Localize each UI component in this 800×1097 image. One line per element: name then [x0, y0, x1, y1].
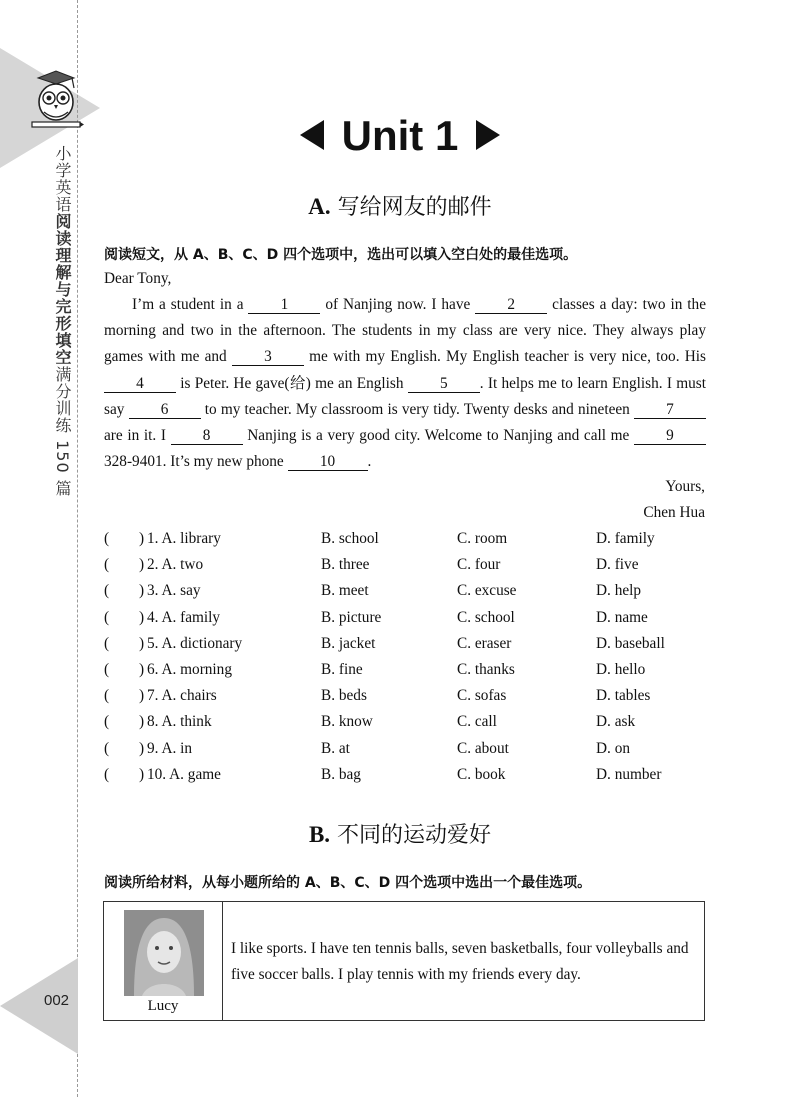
question-row — [104, 635, 714, 661]
option-a: 4. A. family — [147, 608, 221, 626]
answer-paren-close: ) — [139, 739, 145, 757]
answer-paren-close: ) — [139, 582, 145, 600]
question-row — [104, 766, 714, 792]
option-a: 9. A. in — [147, 739, 193, 757]
right-triangle-icon — [476, 120, 500, 150]
answer-paren-open: ( — [104, 634, 110, 652]
option-c: C. about — [457, 739, 509, 757]
option-c: C. room — [457, 530, 508, 547]
option-a: 10. A. game — [147, 765, 221, 783]
letter-signature: Chen Hua — [643, 504, 705, 521]
letter-greeting: Dear Tony, — [104, 270, 172, 287]
book-title-vertical: 小学英语阅读理解与完形填空满分训练 150 篇 — [53, 145, 72, 497]
option-a: 6. A. morning — [147, 661, 232, 678]
option-b: B. picture — [321, 608, 382, 626]
option-a: 3. A. say — [147, 582, 201, 600]
answer-paren-open: ( — [104, 608, 110, 626]
blank-6: 6 — [129, 401, 201, 419]
option-b: B. at — [321, 739, 350, 757]
option-c: C. four — [457, 556, 501, 574]
table-divider — [222, 902, 223, 1020]
question-row — [104, 609, 714, 635]
unit-title: Unit 1 — [0, 112, 800, 160]
blank-5: 5 — [408, 375, 480, 393]
option-b: B. jacket — [321, 634, 376, 652]
section-a-title: A. 写给网友的邮件 — [308, 194, 492, 220]
answer-paren-open: ( — [104, 713, 110, 731]
option-b: B. know — [321, 713, 373, 731]
option-c: C. excuse — [457, 582, 517, 600]
option-d: D. ask — [596, 713, 636, 731]
question-row — [104, 530, 714, 556]
option-d: D. on — [596, 739, 630, 757]
option-d: D. hello — [596, 661, 646, 678]
answer-paren-close: ) — [139, 765, 145, 783]
page-number: 002 — [44, 992, 70, 1009]
answer-paren-close: ) — [139, 713, 145, 731]
left-triangle-icon — [300, 120, 324, 150]
section-a-instruction: 阅读短文，从 A、B、C、D 四个选项中，选出可以填入空白处的最佳选项。 — [104, 247, 578, 263]
reading-material-table — [103, 901, 705, 1021]
option-a: 2. A. two — [147, 556, 204, 574]
answer-paren-close: ) — [139, 556, 145, 574]
section-b-instruction: 阅读所给材料，从每小题所给的 A、B、C、D 四个选项中选出一个最佳选项。 — [104, 875, 592, 891]
option-b: B. beds — [321, 687, 367, 705]
cloze-passage: I’m a student in a 1 of Nanjing now. I have 2 classes a day: two in the morning and two in the afternoon. The students in my class are very nice. They always play games with me and 3 me with my English. My English teacher is very nice, too. His 4 is Peter. He gave(给) me an English 5 . It helps me to learn English. I must say 6 to my teacher. My classroom is very tidy. Twenty desks and nineteen 7 are in it. I 8 Nanjing is a very good city. Welcome to Nanjing and call me 9 328-9401. It’s my new phone 10 . — [104, 296, 706, 471]
option-c: C. thanks — [457, 661, 515, 678]
option-a: 1. A. library — [147, 530, 221, 547]
binding-dashed-line — [77, 0, 78, 1097]
option-a: 7. A. chairs — [147, 687, 217, 705]
option-c: C. call — [457, 713, 497, 731]
question-row — [104, 687, 714, 713]
option-d: D. number — [596, 765, 662, 783]
question-row — [104, 661, 714, 687]
blank-10: 10 — [288, 453, 368, 471]
answer-paren-close: ) — [139, 687, 145, 705]
letter-closing: Yours, — [665, 478, 705, 495]
option-d: D. five — [596, 556, 639, 574]
option-d: D. family — [596, 530, 655, 547]
person-statement: I like sports. I have ten tennis balls, seven basketballs, four volleyballs and five soccer balls. I play tennis with my friends every day. — [231, 940, 689, 984]
answer-paren-open: ( — [104, 556, 110, 574]
answer-paren-close: ) — [139, 661, 145, 678]
option-a: 5. A. dictionary — [147, 634, 243, 652]
answer-paren-open: ( — [104, 739, 110, 757]
question-row — [104, 713, 714, 739]
answer-paren-open: ( — [104, 765, 110, 783]
question-row — [104, 740, 714, 766]
answer-paren-open: ( — [104, 582, 110, 600]
blank-4: 4 — [104, 375, 176, 393]
question-row — [104, 556, 714, 582]
answer-paren-open: ( — [104, 530, 110, 547]
option-c: C. book — [457, 765, 506, 783]
option-b: B. meet — [321, 582, 369, 600]
option-d: D. baseball — [596, 634, 665, 652]
blank-8: 8 — [171, 427, 243, 445]
question-row — [104, 582, 714, 608]
answer-paren-close: ) — [139, 634, 145, 652]
option-b: B. bag — [321, 765, 361, 783]
option-d: D. help — [596, 582, 642, 600]
option-d: D. tables — [596, 687, 651, 705]
blank-7: 7 — [634, 401, 706, 419]
blank-9: 9 — [634, 427, 706, 445]
option-b: B. school — [321, 530, 379, 547]
option-c: C. school — [457, 608, 515, 626]
answer-paren-open: ( — [104, 687, 110, 705]
answer-paren-close: ) — [139, 608, 145, 626]
option-a: 8. A. think — [147, 713, 212, 731]
option-c: C. sofas — [457, 687, 507, 705]
option-d: D. name — [596, 608, 648, 626]
section-b-title: B. 不同的运动爱好 — [308, 822, 492, 848]
option-b: B. fine — [321, 661, 363, 678]
person-name: Lucy — [147, 998, 179, 1014]
blank-3: 3 — [232, 348, 304, 366]
option-c: C. eraser — [457, 634, 512, 652]
option-b: B. three — [321, 556, 370, 574]
blank-2: 2 — [475, 296, 547, 314]
lucy-photo — [124, 910, 204, 996]
answer-paren-open: ( — [104, 661, 110, 678]
answer-paren-close: ) — [139, 530, 145, 547]
blank-1: 1 — [248, 296, 320, 314]
